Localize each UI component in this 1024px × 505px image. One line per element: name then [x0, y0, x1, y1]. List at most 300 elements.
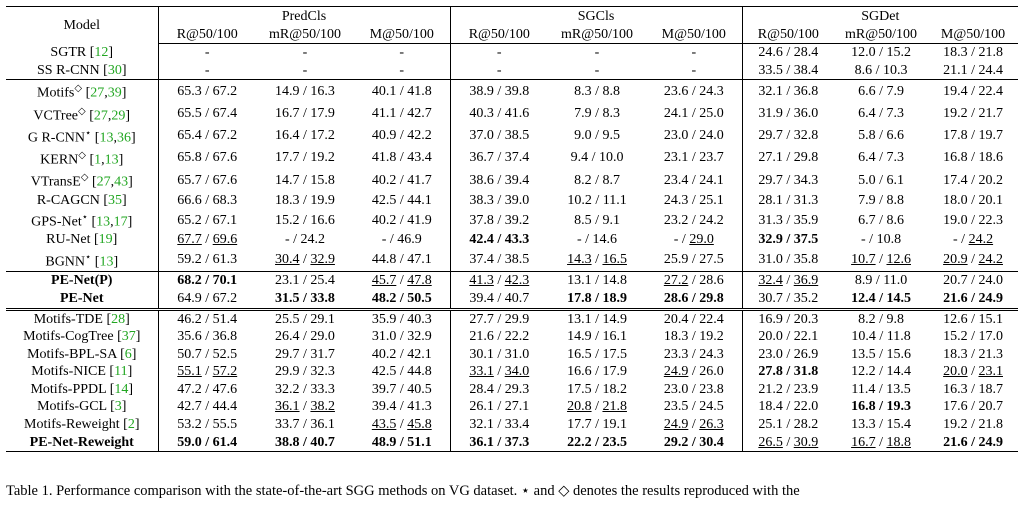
metric-value-cell: 12.4 / 14.5	[851, 290, 911, 306]
metric-value-cell: 55.1 / 57.2	[158, 363, 256, 381]
metric-value-cell: 16.8 / 18.6	[943, 150, 1003, 166]
metric-header-sgcls-0: R@50/100	[450, 26, 548, 44]
reproduction-mark: ⋆	[85, 127, 92, 139]
model-name-cell: RU-Net [19]	[46, 232, 118, 248]
metric-value-cell: 31.3 / 35.9	[742, 209, 834, 231]
metric-value-cell: 41.1 / 42.7	[371, 105, 432, 121]
table-row	[6, 398, 1018, 416]
metric-value-cell: 28.4 / 29.3	[450, 381, 548, 399]
metric-value-cell: 20.7 / 24.0	[928, 272, 1018, 290]
reproduction-mark: ◇	[74, 83, 83, 95]
metric-value-cell: 12.6 / 15.1	[928, 309, 1018, 328]
metric-value-cell: 42.5 / 44.1	[371, 192, 432, 208]
metric-value-cell: 24.6 / 28.4	[742, 44, 834, 62]
citation-link[interactable]: 13	[104, 152, 119, 168]
metric-value-cell: 33.5 / 38.4	[742, 62, 834, 80]
metric-value-cell: 12.0 / 15.2	[851, 45, 911, 61]
model-name: Motifs-BPL-SA	[27, 346, 117, 362]
metric-value-cell: 31.5 / 33.8	[275, 290, 335, 306]
table-row	[6, 192, 1018, 210]
metric-value-cell: 27.8 / 31.8	[742, 363, 834, 381]
model-name: KERN	[40, 152, 79, 168]
metric-value-cell: 65.4 / 67.2	[158, 125, 256, 147]
metric-value-cell: 36.7 / 37.4	[450, 147, 548, 169]
metric-value-cell: 26.4 / 29.0	[275, 329, 335, 345]
group-header-row	[6, 7, 1018, 26]
model-name: PE-Net-Reweight	[29, 434, 134, 450]
metric-value-cell: 46.2 / 51.4	[158, 309, 256, 328]
metric-value-cell: 23.6 / 24.3	[646, 80, 742, 103]
model-name-cell: BGNN⋆ [13]	[45, 252, 119, 270]
metric-value-cell: 15.2 / 17.0	[943, 329, 1003, 345]
model-name: PE-Net	[59, 290, 104, 306]
model-name-cell: Motifs-NICE [11]	[31, 364, 133, 380]
citation-link[interactable]: 29	[111, 108, 126, 124]
metric-value-cell: 41.3 / 42.3	[450, 272, 548, 290]
metric-value-cell: - / 14.6	[576, 232, 618, 248]
metric-value-cell: 24.1 / 25.0	[663, 105, 724, 121]
citation-link[interactable]: 27	[93, 108, 108, 124]
metric-value-cell: - / 24.2	[953, 232, 994, 248]
metric-value-cell: 17.5 / 18.2	[567, 381, 627, 397]
citation-link[interactable]: 43	[114, 175, 129, 191]
table-row	[6, 62, 1018, 80]
metric-header-sgcls-2: M@50/100	[646, 26, 742, 44]
metric-value-cell: 23.3 / 24.3	[663, 346, 724, 362]
reproduction-mark: ⋆	[81, 212, 88, 224]
model-name-cell	[6, 272, 158, 290]
metric-value-cell: 17.7 / 19.2	[275, 150, 335, 166]
metric-value-cell: 64.9 / 67.2	[158, 290, 256, 309]
model-name-cell: G R-CNN⋆ [13,36]	[27, 127, 136, 146]
citation-link[interactable]: 37	[121, 329, 136, 345]
metric-value-cell: 9.4 / 10.0	[570, 150, 624, 166]
model-name: G R-CNN	[27, 130, 86, 146]
metric-value-cell: 26.5 / 30.9	[742, 434, 834, 452]
metric-value-cell: 6.4 / 7.3	[858, 105, 904, 121]
metric-value-cell: 28.6 / 29.8	[663, 290, 724, 306]
table-row	[6, 169, 1018, 191]
table-row	[6, 147, 1018, 169]
citation-link[interactable]: 12	[94, 44, 109, 60]
model-name: Motifs-GCL	[37, 399, 107, 415]
metric-value-cell: 18.0 / 20.1	[943, 192, 1003, 208]
model-name-cell: VCTree◇ [27,29]	[33, 105, 131, 124]
model-name-cell: GPS-Net⋆ [13,17]	[31, 212, 133, 230]
metric-value-cell: 48.2 / 50.5	[371, 290, 432, 306]
metric-value-cell: -	[594, 45, 600, 61]
group-header-sgdet: SGDet	[742, 7, 1018, 26]
metric-value-cell: 47.2 / 47.6	[158, 381, 256, 399]
table-row	[6, 80, 1018, 103]
citation-link[interactable]: 13	[96, 214, 111, 230]
metric-value-cell: 16.6 / 17.9	[567, 364, 627, 380]
metric-value-cell: 16.7 / 18.8	[834, 434, 928, 452]
citation-link[interactable]: 35	[108, 192, 122, 208]
metric-value-cell: 5.0 / 6.1	[858, 172, 904, 188]
metric-value-cell: 66.6 / 68.3	[158, 192, 256, 210]
metric-value-cell: 19.4 / 22.4	[928, 80, 1018, 103]
metric-value-cell: 18.3 / 21.8	[943, 45, 1003, 61]
table-row	[6, 231, 1018, 249]
citation-link[interactable]: 14	[114, 381, 129, 397]
metric-value-cell: -	[158, 62, 256, 80]
model-name-cell: Motifs-CogTree [37]	[23, 329, 141, 345]
results-table	[6, 6, 1018, 452]
metric-value-cell: 36.1 / 38.2	[275, 399, 335, 415]
metric-value-cell: 36.1 / 37.3	[450, 434, 548, 452]
metric-value-cell: 42.7 / 44.4	[158, 398, 256, 416]
citation-link[interactable]: 17	[113, 214, 128, 230]
reproduction-mark: ◇	[80, 172, 89, 184]
model-name-cell: Motifs-GCL [3]	[37, 399, 127, 415]
metric-value-cell: 37.0 / 38.5	[450, 125, 548, 147]
model-name: Motifs-CogTree	[23, 329, 114, 345]
metric-value-cell: -	[302, 62, 308, 78]
metric-value-cell: 18.3 / 21.3	[943, 346, 1003, 362]
metric-value-cell: 27.7 / 29.9	[450, 309, 548, 328]
table-row	[6, 363, 1018, 381]
metric-value-cell: 8.2 / 9.8	[834, 309, 928, 328]
citation-link[interactable]: 30	[107, 62, 122, 78]
metric-value-cell: -	[691, 45, 697, 61]
table-row	[6, 249, 1018, 272]
metric-value-cell: 15.2 / 16.6	[275, 212, 335, 228]
metric-value-cell: 27.1 / 29.8	[742, 147, 834, 169]
metric-value-cell: 41.8 / 43.4	[371, 150, 432, 166]
citation-link[interactable]: 19	[98, 232, 113, 248]
metric-value-cell: 21.6 / 24.9	[928, 434, 1018, 452]
metric-value-cell: 20.4 / 22.4	[646, 309, 742, 328]
table-row	[6, 103, 1018, 125]
metric-value-cell: 48.9 / 51.1	[354, 434, 450, 452]
metric-value-cell: 24.3 / 25.1	[663, 192, 724, 208]
metric-value-cell: 32.1 / 33.4	[450, 416, 548, 434]
table-row	[6, 272, 1018, 290]
metric-value-cell: 16.4 / 17.2	[275, 128, 335, 144]
citation-link[interactable]: 13	[99, 254, 114, 270]
metric-value-cell: 25.1 / 28.2	[742, 416, 834, 434]
table-row	[6, 44, 1018, 62]
table-row	[6, 290, 1018, 309]
citation-link[interactable]: 2	[127, 417, 135, 433]
metric-value-cell: 65.5 / 67.4	[158, 103, 256, 125]
metric-value-cell: - / 46.9	[381, 232, 422, 248]
metric-value-cell: 20.0 / 22.1	[742, 328, 834, 346]
model-name: PE-Net(P)	[51, 273, 113, 289]
model-name: GPS-Net	[31, 214, 82, 230]
metric-value-cell: 14.7 / 15.8	[275, 172, 335, 188]
citation-link[interactable]: 3	[114, 399, 122, 415]
metric-value-cell: 37.4 / 38.5	[450, 249, 548, 272]
metric-value-cell: 5.8 / 6.6	[858, 128, 904, 144]
model-name-cell: Motifs-Reweight [2]	[24, 417, 140, 433]
metric-value-cell: 16.9 / 20.3	[742, 309, 834, 328]
metric-value-cell: 24.9 / 26.0	[663, 364, 724, 380]
metric-value-cell: 10.7 / 12.6	[851, 252, 911, 268]
metric-value-cell: 40.2 / 42.1	[371, 346, 432, 362]
metric-value-cell: 22.2 / 23.5	[548, 434, 646, 452]
metric-value-cell: 33.1 / 34.0	[450, 363, 548, 381]
citation-link[interactable]: 39	[107, 86, 122, 102]
model-name: R-CAGCN	[36, 192, 100, 208]
metric-header-predcls-0: R@50/100	[158, 26, 256, 44]
metric-value-cell: 27.2 / 28.6	[646, 272, 742, 290]
metric-value-cell: 59.2 / 61.3	[158, 249, 256, 272]
metric-value-cell: 19.0 / 22.3	[943, 212, 1003, 228]
metric-value-cell: 9.0 / 9.5	[574, 128, 620, 144]
model-name: RU-Net	[46, 232, 91, 248]
metric-value-cell: 32.1 / 36.8	[742, 80, 834, 103]
metric-value-cell: 17.7 / 19.1	[567, 417, 627, 433]
metric-value-cell: 23.1 / 25.4	[256, 272, 354, 290]
table-row	[6, 309, 1018, 328]
metric-value-cell: 23.1 / 23.7	[663, 150, 724, 166]
table-row	[6, 381, 1018, 399]
metric-value-cell: 6.4 / 7.3	[858, 150, 904, 166]
metric-value-cell: 6.7 / 8.6	[858, 212, 904, 228]
metric-value-cell: 65.7 / 67.6	[158, 169, 256, 191]
table-row	[6, 434, 1018, 452]
model-name: Motifs-PPDL	[30, 381, 107, 397]
table-row	[6, 125, 1018, 147]
metric-header-predcls-2: M@50/100	[354, 26, 450, 44]
metric-value-cell: 23.0 / 24.0	[663, 128, 724, 144]
table-row	[6, 416, 1018, 434]
metric-value-cell: -	[158, 44, 256, 62]
metric-value-cell: -	[450, 62, 548, 80]
metric-value-cell: 21.6 / 22.2	[450, 328, 548, 346]
model-name: SGTR	[50, 44, 87, 60]
metric-value-cell: 40.9 / 42.2	[371, 128, 432, 144]
metric-value-cell: 39.4 / 40.7	[450, 290, 548, 309]
metric-value-cell: 18.3 / 19.9	[275, 192, 335, 208]
metric-value-cell: 29.7 / 32.8	[742, 125, 834, 147]
metric-value-cell: 43.5 / 45.8	[371, 417, 432, 433]
model-name-cell: Motifs-TDE [28]	[6, 309, 158, 328]
metric-value-cell: 12.2 / 14.4	[851, 364, 911, 380]
metric-value-cell: 8.3 / 8.8	[548, 80, 646, 103]
citation-link[interactable]: 27	[96, 175, 111, 191]
reproduction-mark: ⋆	[85, 252, 92, 264]
metric-value-cell: 28.1 / 31.3	[742, 192, 834, 210]
metric-value-cell: 16.5 / 17.5	[567, 346, 627, 362]
metric-header-sgcls-1: mR@50/100	[548, 26, 646, 44]
model-name: BGNN	[45, 254, 86, 270]
model-name-cell: SS R-CNN [30]	[37, 62, 127, 78]
table-row	[6, 209, 1018, 231]
metric-value-cell: 29.9 / 32.3	[275, 364, 335, 380]
model-name-cell: Motifs-BPL-SA [6]	[27, 346, 137, 362]
results-table-body	[6, 44, 1018, 452]
metric-value-cell: 40.1 / 41.8	[354, 80, 450, 103]
metric-value-cell: 11.4 / 13.5	[851, 381, 911, 397]
metric-value-cell: - / 24.2	[284, 232, 326, 248]
metric-value-cell: 44.8 / 47.1	[371, 252, 432, 268]
metric-value-cell: 38.6 / 39.4	[450, 169, 548, 191]
metric-value-cell: 13.3 / 15.4	[851, 417, 911, 433]
metric-value-cell: 17.4 / 20.2	[943, 172, 1003, 188]
metric-value-cell: 23.0 / 26.9	[742, 346, 834, 364]
reproduction-mark: ◇	[78, 150, 86, 162]
model-name: Motifs-Reweight	[24, 417, 120, 433]
table-row	[6, 328, 1018, 346]
metric-value-cell: 14.3 / 16.5	[567, 252, 627, 268]
metric-value-cell: 16.3 / 18.7	[943, 381, 1003, 397]
table-row	[6, 346, 1018, 364]
metric-header-sgdet-2: M@50/100	[928, 26, 1018, 44]
metric-value-cell: 21.6 / 24.9	[943, 290, 1003, 306]
metric-value-cell: 65.8 / 67.6	[158, 147, 256, 169]
metric-value-cell: 13.5 / 15.6	[851, 346, 911, 362]
metric-value-cell: 38.8 / 40.7	[256, 434, 354, 452]
metric-value-cell: 10.4 / 11.8	[851, 329, 911, 345]
metric-value-cell: 67.7 / 69.6	[158, 231, 256, 249]
model-name-cell: SGTR [12]	[50, 44, 114, 60]
metric-value-cell: 23.2 / 24.2	[663, 212, 724, 228]
model-name-cell: R-CAGCN [35]	[36, 192, 127, 208]
citation-link[interactable]: 27	[90, 86, 105, 102]
citation-link[interactable]: 36	[116, 130, 131, 146]
metric-value-cell: 50.7 / 52.5	[158, 346, 256, 364]
metric-value-cell: 59.0 / 61.4	[158, 434, 256, 452]
metric-value-cell: 21.2 / 23.9	[742, 381, 834, 399]
model-name: VTransE	[30, 175, 81, 191]
metric-value-cell: 8.5 / 9.1	[574, 212, 620, 228]
citation-link[interactable]: 1	[94, 152, 102, 168]
metric-value-cell: 26.1 / 27.1	[450, 398, 548, 416]
model-name: Motifs	[37, 86, 75, 102]
metric-header-predcls-1: mR@50/100	[256, 26, 354, 44]
metric-value-cell: 30.4 / 32.9	[275, 252, 335, 268]
metric-value-cell: 23.0 / 23.8	[663, 381, 724, 397]
group-header-predcls: PredCls	[158, 7, 450, 26]
reproduction-mark: ◇	[78, 105, 86, 117]
metric-value-cell: 31.0 / 32.9	[371, 329, 432, 345]
metric-value-cell: 40.2 / 41.7	[371, 172, 432, 188]
metric-value-cell: 17.8 / 18.9	[567, 290, 627, 306]
metric-value-cell: 17.6 / 20.7	[943, 399, 1003, 415]
model-name-cell: VTransE◇ [27,43]	[30, 172, 133, 191]
metric-value-cell: 20.8 / 21.8	[567, 399, 627, 415]
metric-value-cell: 24.9 / 26.3	[663, 417, 724, 433]
metric-value-cell: - / 29.0	[673, 232, 714, 248]
metric-value-cell: 8.6 / 10.3	[854, 62, 908, 78]
metric-value-cell: 35.9 / 40.3	[354, 309, 450, 328]
metric-value-cell: -	[399, 45, 405, 61]
metric-value-cell: 23.4 / 24.1	[663, 172, 724, 188]
metric-value-cell: -	[691, 62, 697, 78]
metric-value-cell: 32.2 / 33.3	[275, 381, 335, 397]
citation-link[interactable]: 28	[111, 311, 126, 327]
metric-value-cell: 10.2 / 11.1	[567, 192, 627, 208]
metric-value-cell: 35.6 / 36.8	[158, 328, 256, 346]
metric-value-cell: 40.3 / 41.6	[450, 103, 548, 125]
metric-value-cell: 45.7 / 47.8	[354, 272, 450, 290]
metric-value-cell: 16.7 / 17.9	[275, 105, 335, 121]
metric-value-cell: 29.7 / 34.3	[742, 169, 834, 191]
metric-value-cell: 14.9 / 16.3	[256, 80, 354, 103]
metric-value-cell: 8.2 / 8.7	[574, 172, 620, 188]
metric-value-cell: 65.3 / 67.2	[158, 80, 256, 103]
metric-value-cell: 39.4 / 41.3	[371, 399, 432, 415]
model-name: Motifs-NICE	[31, 364, 106, 380]
metric-value-cell: 31.0 / 35.8	[742, 249, 834, 272]
metric-value-cell: 29.7 / 31.7	[275, 346, 335, 362]
metric-value-cell: 37.8 / 39.2	[450, 209, 548, 231]
metric-value-cell: 31.9 / 36.0	[742, 103, 834, 125]
citation-link[interactable]: 6	[124, 346, 132, 362]
metric-value-cell: 38.3 / 39.0	[450, 192, 548, 210]
model-name-cell	[6, 290, 158, 309]
citation-link[interactable]: 11	[114, 364, 128, 380]
metric-value-cell: 65.2 / 67.1	[158, 209, 256, 231]
results-table-container	[6, 6, 1018, 452]
metric-value-cell: 33.7 / 36.1	[275, 417, 335, 433]
metric-value-cell: 32.4 / 36.9	[742, 272, 834, 290]
model-name-cell	[6, 434, 158, 452]
metric-value-cell: 19.2 / 21.8	[943, 417, 1003, 433]
model-name-cell: Motifs-PPDL [14]	[30, 381, 134, 397]
group-header-sgcls: SGCls	[450, 7, 742, 26]
metric-value-cell: 19.2 / 21.7	[943, 105, 1003, 121]
metric-value-cell: -	[594, 62, 600, 78]
table-caption: Table 1. Performance comparison with the state-of-the-art SGG methods on VG dataset. ⋆ and ◇ denotes the results reproduced with the	[6, 483, 800, 499]
model-name: SS R-CNN	[37, 62, 100, 78]
model-name: VCTree	[33, 108, 79, 124]
metric-value-cell: 29.2 / 30.4	[646, 434, 742, 452]
citation-link[interactable]: 13	[99, 130, 114, 146]
metric-value-cell: - / 10.8	[861, 232, 902, 248]
metric-header-row	[6, 26, 1018, 44]
metric-header-sgdet-0: R@50/100	[742, 26, 834, 44]
model-name-cell: Motifs◇ [27,39]	[6, 80, 158, 103]
metric-value-cell: 18.4 / 22.0	[742, 398, 834, 416]
metric-value-cell: 7.9 / 8.8	[858, 192, 904, 208]
metric-value-cell: 42.5 / 44.8	[371, 364, 432, 380]
metric-value-cell: 53.2 / 55.5	[158, 416, 256, 434]
metric-value-cell: 8.9 / 11.0	[834, 272, 928, 290]
metric-value-cell: 20.0 / 23.1	[943, 364, 1003, 380]
metric-value-cell: 25.9 / 27.5	[663, 252, 724, 268]
model-column-header: Model	[6, 7, 158, 44]
model-name-cell: KERN◇ [1,13]	[40, 150, 124, 168]
metric-value-cell: 13.1 / 14.9	[548, 309, 646, 328]
metric-value-cell: 6.6 / 7.9	[834, 80, 928, 103]
metric-value-cell: 16.8 / 19.3	[851, 399, 911, 415]
metric-value-cell: 68.2 / 70.1	[158, 272, 256, 290]
metric-value-cell: 23.5 / 24.5	[663, 399, 724, 415]
metric-value-cell: 25.5 / 29.1	[256, 309, 354, 328]
metric-value-cell: 32.9 / 37.5	[742, 231, 834, 249]
metric-value-cell: 18.3 / 19.2	[663, 329, 724, 345]
metric-value-cell: 39.7 / 40.5	[371, 381, 432, 397]
metric-value-cell: 14.9 / 16.1	[567, 329, 627, 345]
metric-value-cell: -	[450, 44, 548, 62]
metric-value-cell: 21.1 / 24.4	[943, 62, 1003, 78]
metric-value-cell: 7.9 / 8.3	[574, 105, 620, 121]
metric-value-cell: 30.1 / 31.0	[450, 346, 548, 364]
metric-value-cell: 20.9 / 24.2	[943, 252, 1003, 268]
metric-value-cell: 13.1 / 14.8	[548, 272, 646, 290]
metric-header-sgdet-1: mR@50/100	[834, 26, 928, 44]
metric-value-cell: 30.7 / 35.2	[742, 290, 834, 309]
metric-value-cell: 17.8 / 19.7	[943, 128, 1003, 144]
metric-value-cell: 42.4 / 43.3	[450, 231, 548, 249]
metric-value-cell: 38.9 / 39.8	[450, 80, 548, 103]
metric-value-cell: -	[302, 45, 308, 61]
metric-value-cell: -	[399, 62, 405, 78]
